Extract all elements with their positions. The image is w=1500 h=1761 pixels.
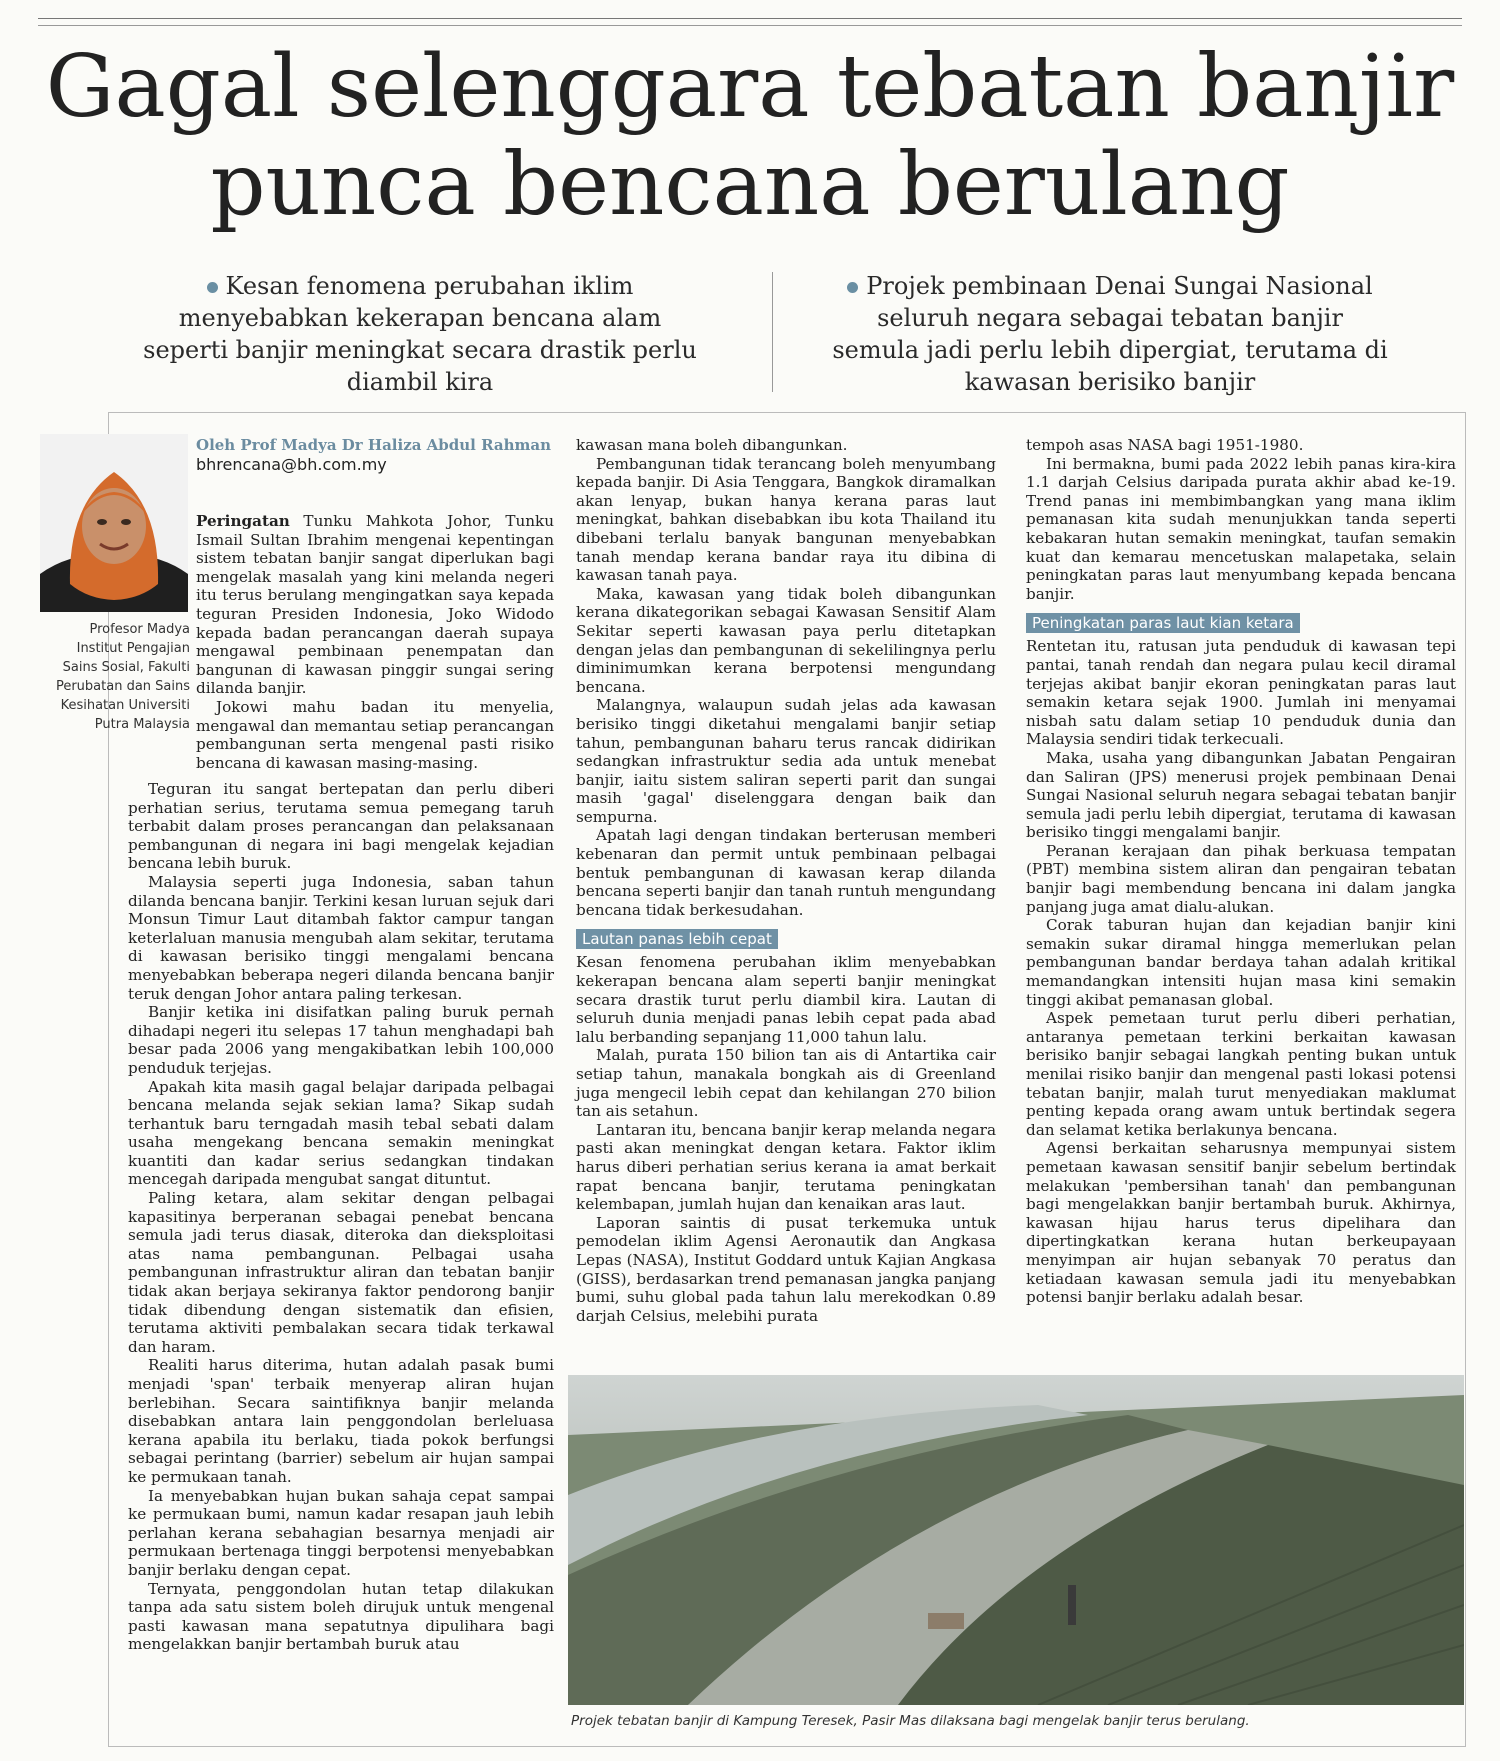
paragraph: Apakah kita masih gagal belajar daripada pelbagai bencana melanda sejak sekian lama? Sikap sudah terhantuk baru terngadah masih tebal sebati dalam usaha mengekang bencana semakin meningkat kuantiti dan kadar serius sedangkan tindakan mencegah daripada mengubat sangat dituntut. (128, 1077, 554, 1189)
paragraph: Ini bermakna, bumi pada 2022 lebih panas kira-kira 1.1 darjah Celsius daripada purata akhir abad ke-19. Trend panas ini membimbangkan yang mana iklim pemanasan kita sudah menunjukkan tanda seperti kebakaran hutan semakin meningkat, taufan semakin kuat dan kemarau mencetuskan malapetaka, selain peningkatan paras laut menyumbang kepada bencana banjir. (1026, 454, 1456, 603)
article-column-2 (576, 436, 996, 1325)
paragraph: Malah, purata 150 bilion tan ais di Antartika cair setiap tahun, manakala bongkah ais di Greenland juga mengecil lebih cepat dan kehilangan 270 bilion tan ais setahun. (576, 1046, 996, 1121)
deck-right-text: Projek pembinaan Denai Sungai Nasional seluruh negara sebagai tebatan banjir semula jadi perlu lebih dipergiat, terutama di kawasan berisiko banjir (832, 272, 1388, 396)
photo-caption: Projek tebatan banjir di Kampung Teresek, Pasir Mas dilaksana bagi mengelak banjir terus berulang. (571, 1713, 1250, 1729)
author-caption: Profesor Madya Institut Pengajian Sains Sosial, Fakulti Perubatan dan Sains Kesihatan Universiti Putra Malaysia (55, 622, 190, 732)
paragraph: Maka, usaha yang dibangunkan Jabatan Pengairan dan Saliran (JPS) menerusi projek pembinaan Denai Sungai Nasional seluruh negara sebagai tebatan banjir semula jadi perlu lebih dipergiat, terutama di kawasan berisiko tinggi mengalami banjir. (1026, 748, 1456, 842)
paragraph: Banjir ketika ini disifatkan paling buruk pernah dihadapi negeri itu selepas 17 tahun menghadapi bah besar pada 2006 yang mengakibatkan lebih 100,000 penduduk terjejas. (128, 1003, 554, 1077)
paragraph: Corak taburan hujan dan kejadian banjir kini semakin sukar diramal hingga memerlukan pelan pembangunan bandar berdaya tahan adalah kritikal memandangkan intensiti hujan masa kini semakin tinggi akibat pemanasan global. (1026, 916, 1456, 1009)
subheading: Peningkatan paras laut kian ketara (1026, 613, 1300, 633)
paragraph: Teguran itu sangat bertepatan dan perlu diberi perhatian serius, terutama semua pemegang taruh terbabit dalam proses perancangan dan pelaksanaan pembangunan di negara ini bagi mengelak kejadian bencana lebih buruk. (128, 780, 554, 873)
flood-project-photo (568, 1375, 1464, 1705)
deck-divider (772, 272, 773, 392)
article-column-1 (196, 436, 554, 482)
deck-left-text: Kesan fenomena perubahan iklim menyebabkan kekerapan bencana alam seperti banjir meningkat secara drastik perlu diambil kira (143, 272, 697, 396)
author-photo (40, 434, 188, 612)
lead-word: Peringatan (196, 512, 290, 530)
headline (40, 38, 1460, 234)
paragraph: Kesan fenomena perubahan iklim menyebabkan kekerapan bencana alam seperti banjir meningkat secara drastik turut perlu diambil kira. Lautan di seluruh dunia menjadi panas lebih cepat pada abad lalu berbanding sepanjang 11,000 tahun lalu. (576, 953, 996, 1046)
paragraph: Realiti harus diterima, hutan adalah pasak bumi menjadi 'span' terbaik menyerap aliran hujan berlebihan. Secara saintifiknya banjir melanda disebabkan antara lain penggondolan berleluasa kerana apabila itu berlaku, tiada pokok berfungsi sebagai perintang (barrier) sebelum air hujan sampai ke permukaan tanah. (128, 1356, 554, 1486)
paragraph (196, 512, 554, 698)
article-column-3 (1026, 436, 1456, 1307)
paragraph: Agensi berkaitan seharusnya mempunyai sistem pemetaan kawasan sensitif banjir sebelum bertindak melakukan 'pembersihan tanah' dan pembangunan bagi mengelakkan banjir bertambah buruk. Akhirnya, kawasan hijau harus terus dipelihara dan dipertingkatkan kerana hutan berkeupayaan menyimpan air hujan sebanyak 70 peratus dan ketiadaan kawasan semula jadi itu menyebabkan potensi banjir berlaku adalah besar. (1026, 1139, 1456, 1307)
paragraph: Malangnya, walaupun sudah jelas ada kawasan berisiko tinggi diketahui mengalami banjir setiap tahun, pembangunan baharu terus rancak didirikan sedangkan infrastruktur sedia ada untuk menebat banjir, iaitu sistem saliran seperti parit dan sungai masih 'gagal' diselenggara dengan baik dan sempurna. (576, 696, 996, 826)
paragraph: Rentetan itu, ratusan juta penduduk di kawasan tepi pantai, tanah rendah dan negara pulau kecil diramal terjejas akibat banjir ekoran peningkatan paras laut semakin ketara sejak 1900. Jumlah ini menyamai nisbah satu dalam setiap 10 penduduk dunia dan Malaysia sendiri tidak terkecuali. (1026, 637, 1456, 749)
paragraph: Apatah lagi dengan tindakan berterusan memberi kebenaran dan permit untuk pembinaan pelbagai bentuk pembangunan di kawasan kerap dilanda bencana seperti banjir dan tanah runtuh mengundang bencana tidak berkesudahan. (576, 826, 996, 919)
paragraph: Laporan saintis di pusat terkemuka untuk pemodelan iklim Agensi Aeronautik dan Angkasa Lepas (NASA), Institut Goddard untuk Kajian Angkasa (GISS), berdasarkan trend pemanasan jangka panjang bumi, suhu global pada tahun lalu merekodkan 0.89 darjah Celsius, melebihi purata (576, 1213, 996, 1325)
paragraph: Peranan kerajaan dan pihak berkuasa tempatan (PBT) membina sistem aliran dan pengairan tebatan banjir bagi membendung bencana ini dalam jangka panjang juga amat dialu-alukan. (1026, 841, 1456, 916)
paragraph: Lantaran itu, bencana banjir kerap melanda negara pasti akan meningkat dengan ketara. Faktor iklim harus diberi perhatian serius kerana ia amat berkait rapat bencana banjir, terutama peningkatan kelembapan, jumlah hujan dan kenaikan aras laut. (576, 1120, 996, 1214)
top-rule (38, 18, 1462, 26)
bullet-icon (847, 282, 858, 293)
headline-line-1: Gagal selenggara tebatan banjir (45, 37, 1455, 137)
deck-left (140, 270, 700, 398)
paragraph: tempoh asas NASA bagi 1951-1980. (1026, 436, 1304, 454)
paragraph: Maka, kawasan yang tidak boleh dibangunkan kerana dikategorikan sebagai Kawasan Sensitif Alam Sekitar seperti kawasan paya perlu ditetapkan dengan jelas dan pembangunan di sekelilingnya perlu diminimumkan kerana berpotensi mengundang bencana. (576, 584, 996, 696)
deck-right (830, 270, 1390, 398)
author-email[interactable]: bhrencana@bh.com.my (196, 455, 387, 474)
paragraph: Pembangunan tidak terancang boleh menyumbang kepada banjir. Di Asia Tenggara, Bangkok diramalkan akan lenyap, bukan hanya kerana paras laut meningkat, bahkan disebabkan ibu kota Thailand itu dibebani terlalu banyak bangunan menyebabkan tanah mendap kerana bandar raya itu dibina di kawasan tanah paya. (576, 454, 996, 585)
subheading: Lautan panas lebih cepat (576, 929, 778, 949)
paragraph: Ternyata, penggondolan hutan tetap dilakukan tanpa ada satu sistem boleh dirujuk untuk mengenal pasti kawasan mana sepatutnya dipulihara bagi mengelakkan banjir bertambah buruk atau (128, 1579, 554, 1654)
headline-line-2: punca bencana berulang (210, 135, 1290, 235)
paragraph: kawasan mana boleh dibangunkan. (576, 436, 848, 454)
byline: Oleh Prof Madya Dr Haliza Abdul Rahman (196, 436, 552, 454)
bullet-icon (207, 282, 218, 293)
article-column-1-lower (128, 780, 554, 1654)
paragraph: Malaysia seperti juga Indonesia, saban tahun dilanda bencana banjir. Terkini kesan luruan sejuk dari Monsun Timur Laut ditambah faktor campur tangan keterlaluan manusia mengubah alam sekitar, terutama di kawasan berisiko tinggi mengalami bencana menyebabkan beberapa negeri dilanda bencana banjir teruk dengan Johor antara paling terkesan. (128, 872, 554, 1003)
paragraph-text: Tunku Mahkota Johor, Tunku Ismail Sultan Ibrahim mengenai kepentingan sistem tebatan banjir sangat diperlukan bagi mengelak masalah yang kini melanda negeri itu terus berulang mengingatkan saya kepada teguran Presiden Indonesia, Joko Widodo kepada badan perancangan daerah supaya mengawal pembinaan penempatan dan bangunan di kawasan pinggir sungai sering dilanda banjir. (196, 512, 554, 698)
paragraph: Ia menyebabkan hujan bukan sahaja cepat sampai ke permukaan bumi, namun kadar resapan jauh lebih perlahan kerana sebahagian besarnya menjadi air permukaan bertenaga tinggi berpotensi menyebabkan banjir berlaku dengan cepat. (128, 1486, 554, 1579)
paragraph: Aspek pemetaan turut perlu diberi perhatian, antaranya pemetaan terkini berkaitan kawasan berisiko banjir sebagai langkah penting bukan untuk menilai risiko banjir dan mengenal pasti lokasi potensi tebatan banjir, malah turut menyediakan maklumat penting kepada orang awam untuk bertindak segera dan selamat ketika berlakunya bencana. (1026, 1009, 1456, 1139)
paragraph: Paling ketara, alam sekitar dengan pelbagai kapasitinya berperanan sebagai penebat bencana semula jadi terus diasak, diteroka dan dieksploitasi atas nama pembangunan. Pelbagai usaha pembangunan infrastruktur aliran dan tebatan banjir tidak akan berjaya sekiranya faktor pendorong banjir tidak dibendung dengan sistematik dan efisien, terutama aktiviti pembalakan secara tidak terkawal dan haram. (128, 1189, 554, 1356)
paragraph: Jokowi mahu badan itu menyelia, mengawal dan memantau setiap perancangan pembangunan serta mengenal pasti risiko bencana di kawasan masing-masing. (196, 697, 554, 772)
article-column-1-body (196, 512, 554, 772)
